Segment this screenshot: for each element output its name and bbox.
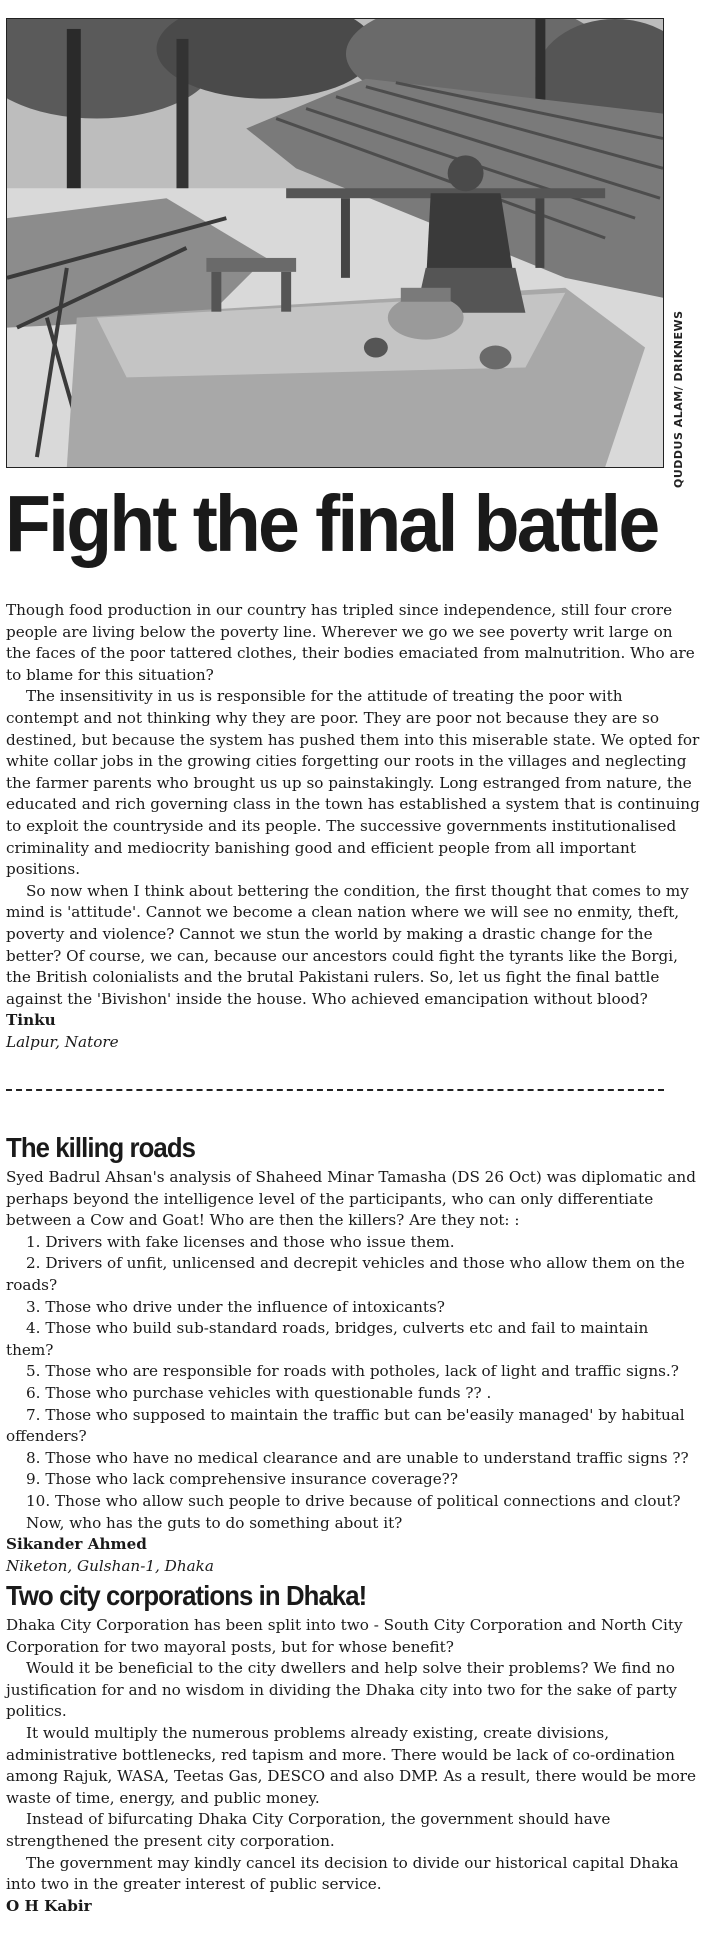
letter1-paragraph-2: The insensitivity in us is responsible for the attitude of treating the poor with contempt and not thinking why they are poor. They are poor not because they are so destined, but because the system has pushed them into this miserable state. We opted for white collar jobs in the growing cities forgetting our roots in the villages and neglecting the farmer parents who brought us up so painstakingly. Long estranged from nature, the educated and rich governing class in the town has established a system that is continuing to exploit the countryside and its people. The successive governments institutionalised criminality and mediocrity banishing good and efficient people from all important positions. (6, 687, 700, 879)
headline: Fight the final battle (5, 479, 658, 568)
letter2-location: Niketon, Gulshan-1, Dhaka (6, 1556, 214, 1575)
letter1-location: Lalpur, Natore (6, 1032, 119, 1051)
letter2-author: Sikander Ahmed (6, 1535, 147, 1554)
list-item: 3. Those who drive under the influence of intoxicants? (26, 1297, 445, 1316)
letter1-author: Tinku (6, 1011, 56, 1030)
list-item: 5. Those who are responsible for roads with potholes, lack of light and traffic signs.? (26, 1362, 679, 1381)
letter2-title: The killing roads (6, 1132, 196, 1163)
letter3-paragraph-4: Instead of bifurcating Dhaka City Corporation, the government should have strengthened the present city corporation. (6, 1810, 611, 1850)
letter1-paragraph-3: So now when I think about bettering the condition, the first thought that comes to my mind is 'attitude'. Cannot we become a clean nation where we will see no enmity, theft, poverty and violence? Cannot we stun the world by making a drastic change for the better? Of course, we can, because our ancestors could fight the tyrants like the Borgi, the British colonialists and the brutal Pakistani rulers. So, let us fight the final battle against the 'Bivishon' inside the house. Who achieved emancipation without blood? (6, 881, 689, 1008)
letter-fight-the-final-battle (6, 600, 700, 1053)
news-photo (6, 18, 664, 468)
killers-list (6, 1232, 700, 1513)
section-divider (6, 1089, 664, 1091)
letter1-paragraph-1: Though food production in our country has tripled since independence, still four crore people are living below the poverty line. Wherever we go we see poverty writ large on the faces of the poor tattered clothes, their bodies emaciated from malnutrition. Who are to blame for this situation? (6, 601, 695, 684)
letter2-closing: Now, who has the guts to do something about it? (26, 1513, 403, 1532)
list-item: 9. Those who lack comprehensive insurance coverage?? (26, 1470, 458, 1489)
letter3-title: Two city corporations in Dhaka! (6, 1580, 367, 1611)
letter3-paragraph-5: The government may kindly cancel its decision to divide our historical capital Dhaka into two in the greater interest of public service. (6, 1853, 679, 1894)
letter2-intro: Syed Badrul Ahsan's analysis of Shaheed Minar Tamasha (DS 26 Oct) was diplomatic and perhaps beyond the intelligence level of the participants, who can only differentiate between a Cow and Goat! Who are then the killers? Are they not: : (6, 1168, 696, 1230)
letter3-paragraph-3: It would multiply the numerous problems already existing, create divisions, administrative bottlenecks, red tapism and more. There would be lack of co-ordination among Rajuk, WASA, Teetas Gas, DESCO and also DMP. As a result, there would be more waste of time, energy, and public money. (6, 1723, 696, 1807)
letter3-author: O H Kabir (6, 1896, 92, 1915)
list-item: 1. Drivers with fake licenses and those who issue them. (26, 1232, 455, 1251)
list-item: 4. Those who build sub-standard roads, bridges, culverts etc and fail to maintain them? (6, 1319, 649, 1359)
list-item: 10. Those who allow such people to drive because of political connections and clout? (26, 1491, 681, 1510)
list-item: 8. Those who have no medical clearance and are unable to understand traffic signs ?? (26, 1448, 689, 1467)
letter3-paragraph-2: Would it be beneficial to the city dwellers and help solve their problems? We find no justification for and no wisdom in dividing the Dhaka city into two for the sake of party politics. (6, 1659, 677, 1721)
photo-illustration (7, 19, 663, 467)
list-item: 6. Those who purchase vehicles with questionable funds ?? . (26, 1383, 492, 1402)
letter-the-killing-roads (6, 1131, 700, 1577)
list-item: 2. Drivers of unfit, unlicensed and decrepit vehicles and those who allow them on the roads? (6, 1254, 685, 1294)
letter-two-city-corporations (6, 1579, 700, 1917)
list-item: 7. Those who supposed to maintain the traffic but can be'easily managed' by habitual offenders? (6, 1405, 685, 1446)
photo-credit: QUDDUS ALAM/ DRIKNEWS (672, 310, 685, 488)
letter3-paragraph-1: Dhaka City Corporation has been split into two - South City Corporation and North City Corporation for two mayoral posts, but for whose benefit? (6, 1616, 683, 1656)
news-photo-block (6, 18, 685, 488)
